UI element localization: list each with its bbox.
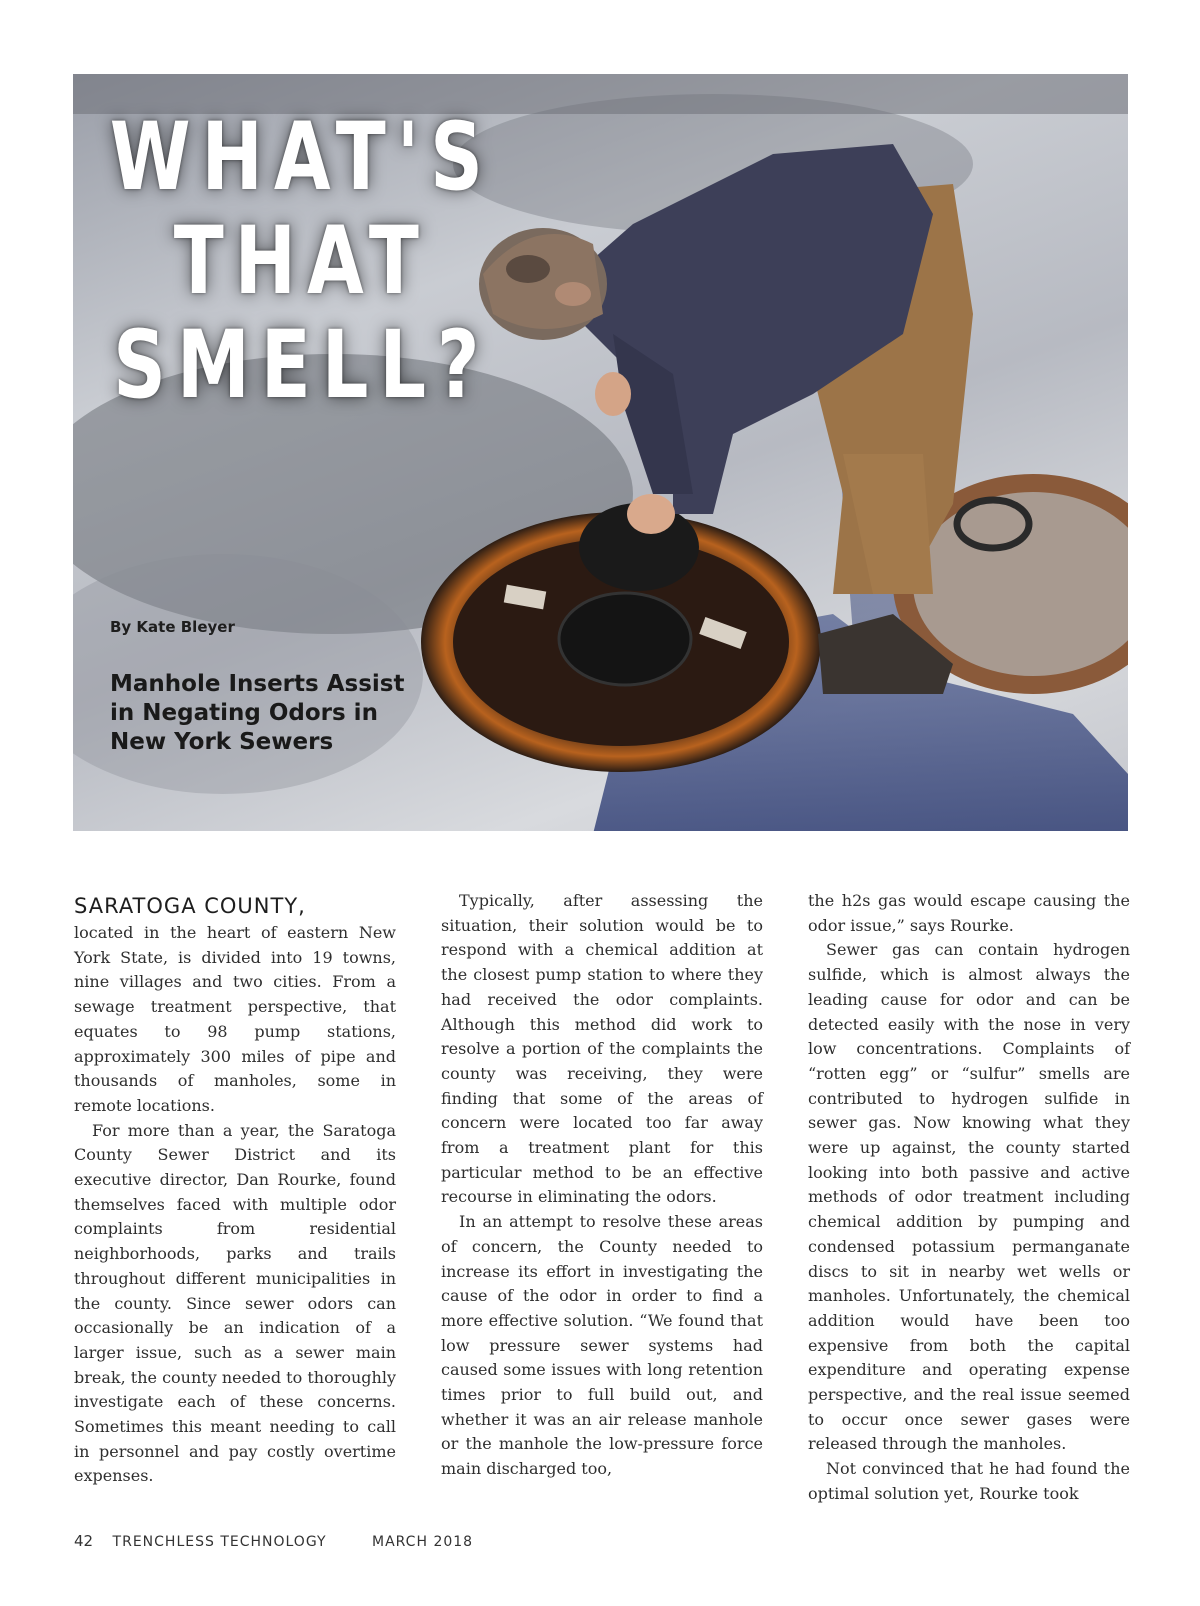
paragraph: Not convinced that he had found the optimal solution yet, Rourke took xyxy=(808,1459,1130,1503)
headline-line-2: THAT xyxy=(173,207,430,316)
page-footer xyxy=(74,1532,489,1550)
deck-subtitle: Manhole Inserts Assist in Negating Odors in New York Sewers xyxy=(110,671,405,755)
headline-line-1: WHAT'S xyxy=(109,103,494,212)
page-number: 42 xyxy=(74,1532,94,1550)
article-column-3 xyxy=(808,889,1130,1507)
article-column-1 xyxy=(74,893,396,1489)
byline: By Kate Bleyer xyxy=(110,618,235,636)
paragraph: located in the heart of eastern New York State, is divided into 19 towns, nine villages and two cities. From a sewage treatment perspective, that equates to 98 pump stations, approximately 300 miles of pipe and thousands of manholes, some in remote locations. xyxy=(74,923,396,1115)
magazine-name: TRENCHLESS TECHNOLOGY xyxy=(112,1534,327,1550)
paragraph: For more than a year, the Saratoga County Sewer District and its executive director, Dan Rourke, found themselves faced with multiple odor complaints from residential neighborhoods, parks and trails throughout different municipalities in the county. Since sewer odors can occasionally be an indication of a larger issue, such as a sewer main break, the county needed to thoroughly investigate each of these concerns. Sometimes this meant needing to call in personnel and pay costly overtime expenses. xyxy=(74,1120,396,1486)
headline xyxy=(99,103,505,420)
paragraph: Typically, after assessing the situation, their solution would be to respond with a chemical addition at the closest pump station to where they had received the odor complaints. Although this method did work to resolve a portion of the complaints the county was receiving, they were finding that some of the areas of concern were located too far away from a treatment plant for this particular method to be an effective recourse in eliminating the odors. xyxy=(441,891,763,1207)
article-column-2 xyxy=(441,889,763,1482)
hero-photo xyxy=(73,74,1128,831)
paragraph: In an attempt to resolve these areas of concern, the County needed to increase its effort in investigating the cause of the odor in order to find a more effective solution. “We found that low pressure sewer systems had caused some issues with long retention times prior to full build out, and whether it was an air release manhole or the manhole the low-pressure force main discharged too, xyxy=(441,1212,763,1479)
paragraph: the h2s gas would escape causing the odor issue,” says Rourke. xyxy=(808,891,1130,935)
issue-date: MARCH 2018 xyxy=(372,1534,474,1550)
paragraph: Sewer gas can contain hydrogen sulfide, which is almost always the leading cause for odor and can be detected easily with the nose in very low concentrations. Complaints of “rotten egg” or “sulfur” smells are contributed to hydrogen sulfide in sewer gas. Now knowing what they were up against, the county started looking into both passive and active methods of odor treatment including chemical addition by pumping and condensed potassium permanganate discs to sit in nearby wet wells or manholes. Unfortunately, the chemical addition would have been too expensive from both the capital expenditure and operating expense perspective, and the real issue seemed to occur once sewer gases were released through the manholes. xyxy=(808,940,1130,1454)
lead-in: SARATOGA COUNTY, xyxy=(74,894,306,918)
headline-line-3: SMELL? xyxy=(113,311,491,420)
